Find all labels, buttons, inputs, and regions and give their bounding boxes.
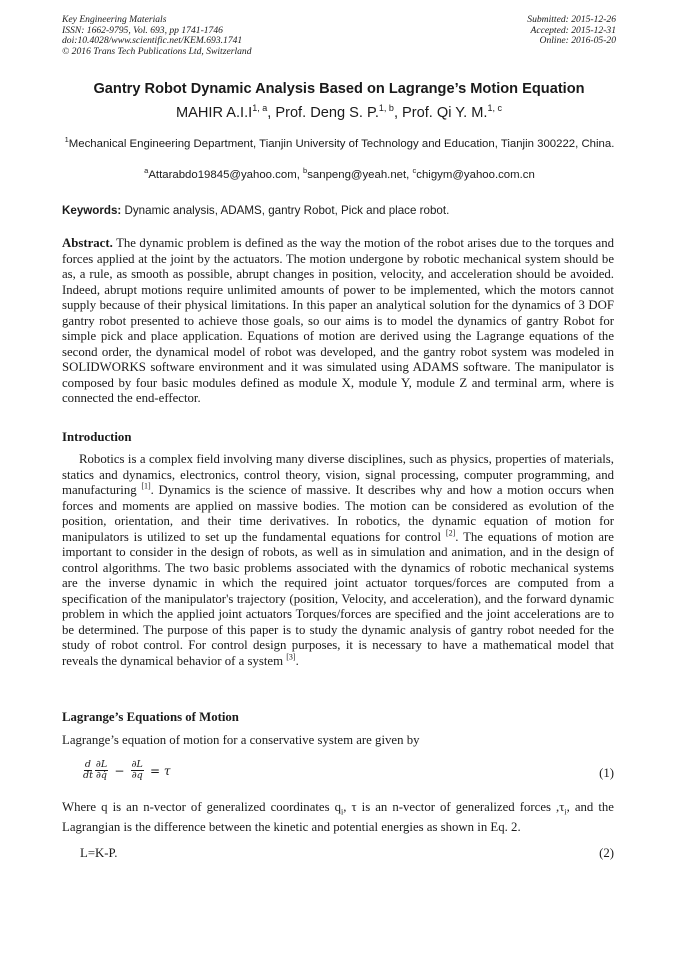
lagrange-intro: Lagrange’s equation of motion for a conservative system are given by [62,733,420,747]
subscript-i: i [564,807,567,817]
fraction-dl-dq [131,760,144,781]
introduction-paragraph [62,452,614,669]
email-mark: b [303,166,308,175]
accepted-date: Accepted: 2015-12-31 [530,24,616,36]
email-link[interactable]: chigym@yahoo.com.cn [416,168,535,181]
abstract-text: The dynamic problem is defined as the way the motion of the robot arises due to the torques and forces applied at the joint by the actuators. The motion undergone by robotic mechanical system should be as, a rule, as smooth as possible, abrupt changes in position, velocity, and acceleration should be avoided. Indeed, abrupt motions require unlimited amounts of power to be implemented, which the motors cannot supply because of their physical limitations. In this paper an analytical solution for the dynamics of 3 DOF gantry robot presented to achieve those goals, so our aims is to model the dynamics of gantry Robot for simple pick and place application. Equations of motion are derived using the Lagrange equations of the second order, the dynamical model of robot was developed, and the gantry robot system was modeled in SOLIDWORKS software environment and it was simulated using ADAMS software. The manipulator is composed by four basic modules defined as module X, module Y, module Z and terminal arm, where is connected the end-effector. [62,236,615,405]
fraction-denominator: ∂q̇ [96,770,108,781]
intro-text: Robotics is a complex field involving many diverse disciplines, such as physics, properties of materials, statics and dynamics, electronics, control theory, vision, signal processing, computer programming, and manufacturing [62,452,614,497]
intro-text: . [295,653,299,668]
lagrange-desc-text: , τ is an n-vector of generalized forces ,τ [343,800,565,814]
keywords-label: Keywords: [62,204,122,217]
fraction-numerator: ∂L [95,759,108,770]
author-name: Prof. Qi Y. M. [402,104,488,121]
keywords [62,204,617,217]
author-separator: , [393,104,403,121]
affiliation-text: Mechanical Engineering Department, Tianjin University of Technology and Education, Tianjin 300222, China. [68,137,615,150]
equation-number: (2) [599,846,614,860]
section-heading-lagrange: Lagrange’s Equations of Motion [62,710,239,724]
affiliation [62,132,617,152]
journal-copyright: © 2016 Trans Tech Publications Ltd, Switzerland [62,45,252,57]
journal-doi[interactable]: doi:10.4028/www.scientific.net/KEM.693.1741 [62,35,243,47]
equation-1-body [82,760,171,781]
paper-title: Gantry Robot Dynamic Analysis Based on Lagrange’s Motion Equation [93,81,585,97]
lagrange-description [62,800,614,836]
author-affil-mark: 1, c [487,103,502,113]
submitted-date: Submitted: 2015-12-26 [527,14,616,25]
citation-ref[interactable]: [3] [286,652,296,662]
subscript-i: i [341,807,344,817]
email-link[interactable]: sanpeng@yeah.net [307,168,407,181]
abstract-label: Abstract. [62,236,113,250]
email-separator: , [406,168,413,181]
intro-text: . The equations of motion are important to consider in the design of robots, as well as in simulation and animation, and in the design of control algorithms. The two basic problems associated with the dynamics of robotic mechanical systems are the inverse dynamic in which the required joint actuator torques/forces are computed from a specification of the manipulator's trajectory (position, Velocity, and acceleration), and the forward dynamic problem in which the applied joint actuators Torques/forces are specified and the joint accelerations are to be determined. The purpose of this paper is to study the dynamic analysis of gantry robot needed for the study of robot control. For control design purposes, it is necessary to have a mathematical model that reveals the dynamical behavior of a system [62,529,614,668]
fraction-dl-dqdot [95,760,108,781]
email-mark: a [144,166,149,175]
author-affil-mark: 1, a [252,103,268,113]
lagrange-desc-text: Where q is an n-vector of generalized coordinates q [62,800,342,814]
intro-text: . Dynamics is the science of massive. It describes why and how a motion occurs when forces and moments are applied on massive bodies. The motion can be considered as evolution of the position, orientation, and their time derivatives. In robotics, the dynamic equation of motion for manipulators is utilized to set up the fundamental equations for control [62,483,614,544]
equation-1 [62,760,614,788]
affiliation-mark: 1 [64,135,69,144]
keywords-text: Dynamic analysis, ADAMS, gantry Robot, Pick and place robot. [124,204,450,217]
citation-ref[interactable]: [1] [141,481,151,491]
abstract [62,236,614,407]
journal-issn: ISSN: 1662-9795, Vol. 693, pp 1741-1746 [62,24,223,36]
author-list [0,103,678,121]
section-heading-introduction: Introduction [62,430,132,444]
fraction-denominator: ∂q [131,770,143,781]
author-separator: , [267,104,276,121]
journal-name: Key Engineering Materials [62,14,167,25]
lagrange-desc-text: , and the Lagrangian is the difference between the kinetic and potential energies as shown in Eq. 2. [62,800,614,835]
author-affil-mark: 1, b [378,103,394,113]
equation-2-body: L=K-P. [80,846,118,860]
author-name: MAHIR A.I.I [175,104,253,121]
email-link[interactable]: Attarabdo19845@yahoo.com [148,168,297,181]
fraction-numerator: d [84,759,91,770]
email-separator: , [296,168,304,181]
journal-info [62,15,252,57]
online-date: Online: 2016-05-20 [539,35,616,47]
equation-number: (1) [599,766,614,780]
fraction-denominator: dt [83,770,93,781]
email-mark: c [412,166,417,175]
equation-2 [62,846,614,864]
author-name: Prof. Deng S. P. [275,104,379,121]
fraction-numerator: ∂L [131,759,143,770]
author-emails [62,166,617,181]
citation-ref[interactable]: [2] [445,528,456,538]
submission-dates [527,15,616,47]
equation-rhs: = τ [150,763,171,778]
fraction-d-dt [83,760,93,781]
minus-sign: − [114,763,125,778]
